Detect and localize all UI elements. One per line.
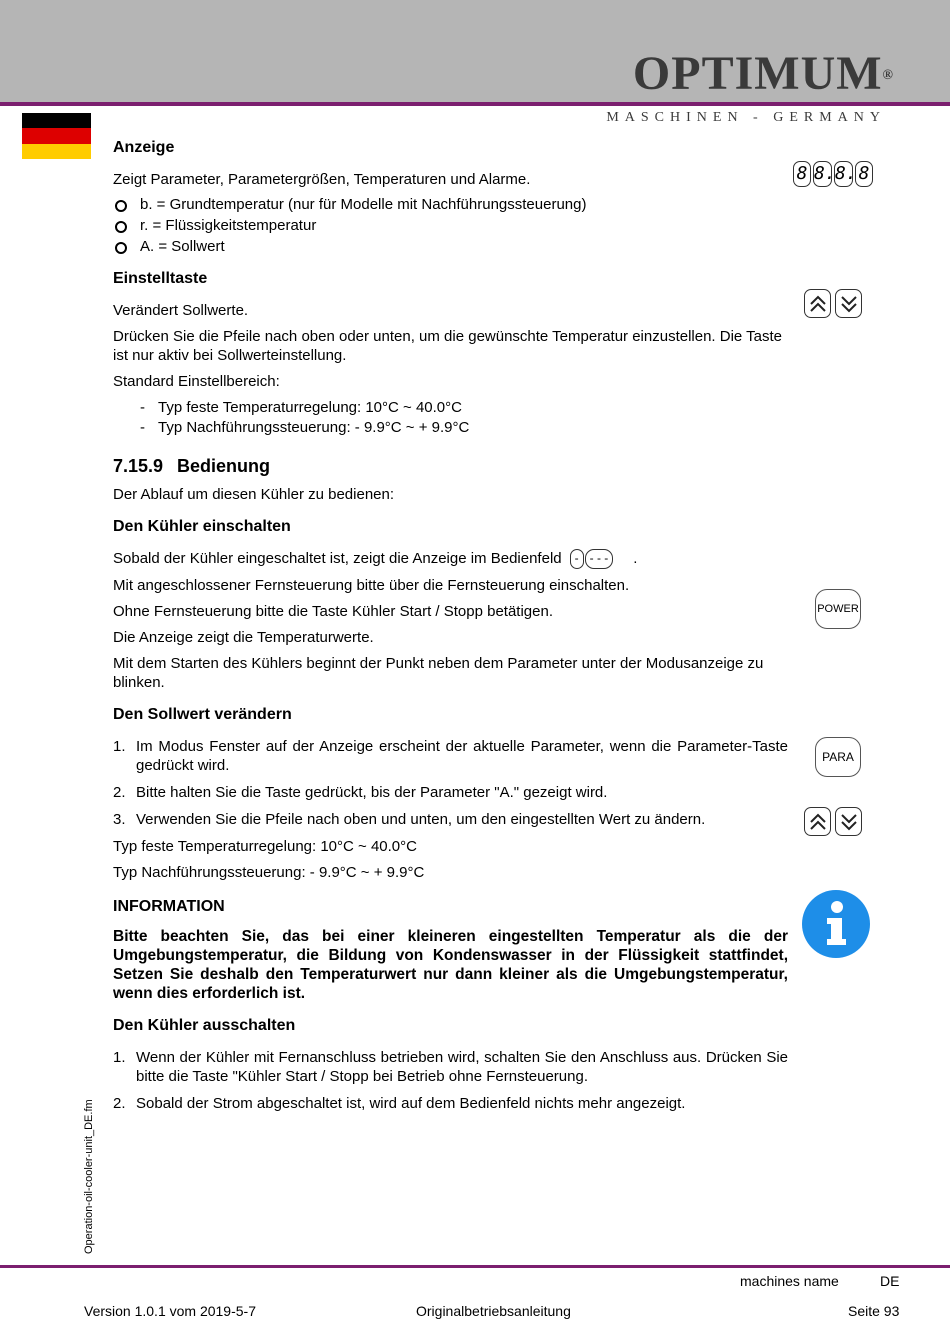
- list-item: 2. Sobald der Strom abgeschaltet ist, wird auf dem Bedienfeld nichts mehr angezeigt.: [113, 1095, 686, 1113]
- information-icon: [802, 890, 870, 958]
- anzeige-list: [113, 195, 788, 256]
- power-button-icon: POWER: [815, 589, 861, 629]
- ausschalten-list: [113, 1048, 788, 1113]
- information-text: Bitte beachten Sie, das bei einer kleineren eingestellten Temperatur als die der Umgebungstemperatur, die Bildung von Kondenswasser in der Flüssigkeit stattfindet, Setzen Sie deshalb den Temperaturwert nur dann kleiner als die Umgebungstemperatur, wenn dies erforderlich ist.: [113, 928, 788, 1003]
- up-down-arrow-keys-icon: [804, 807, 862, 836]
- sollwert-list: [113, 737, 788, 829]
- main-content: [113, 138, 788, 1113]
- sollwert-p2: Typ Nachführungssteuerung: - 9.9°C ~ + 9.9°C: [113, 864, 425, 882]
- einschalten-p5: Mit dem Starten des Kühlers beginnt der Punkt neben dem Parameter unter der Modusanzeige zu blinken.: [113, 655, 764, 692]
- para-button-icon: PARA: [815, 737, 861, 777]
- list-item: r. = Flüssigkeitstemperatur: [113, 216, 788, 235]
- footer-divider: [0, 1265, 950, 1268]
- sollwert-p1: Typ feste Temperaturregelung: 10°C ~ 40.0°C: [113, 838, 417, 856]
- section-title-einstelltaste: Einstelltaste: [113, 270, 208, 287]
- anzeige-intro: Zeigt Parameter, Parametergrößen, Temperaturen und Alarme.: [113, 171, 531, 188]
- list-item: 1. Wenn der Kühler mit Fernanschluss betrieben wird, schalten Sie den Anschluss aus. Drücken Sie bitte die Taste "Kühler Start / Stopp bei Betrieb ohne Fernsteuerung.: [113, 1049, 788, 1086]
- inline-display-icon: - - - -: [570, 549, 614, 569]
- einstelltaste-p2: Drücken Sie die Pfeile nach oben oder unten, um die gewünschte Temperatur einzustellen. Die Taste ist nur aktiv bei Sollwerteinstellung.: [113, 328, 783, 364]
- double-chevron-down-icon: [835, 289, 862, 318]
- double-chevron-down-icon: [835, 807, 862, 836]
- list-item: b. = Grundtemperatur (nur für Modelle mit Nachführungssteuerung): [113, 195, 788, 214]
- double-chevron-up-icon: [804, 807, 831, 836]
- einschalten-p1: Sobald der Kühler eingeschaltet ist, zeigt die Anzeige im Bedienfeld - - - - .: [113, 549, 788, 569]
- footer-language: DE: [880, 1273, 900, 1289]
- einstelltaste-list: [113, 398, 788, 437]
- section-title-einschalten: Den Kühler einschalten: [113, 518, 291, 535]
- bedienung-intro: Der Ablauf um diesen Kühler zu bedienen:: [113, 486, 395, 503]
- list-item: 1. Im Modus Fenster auf der Anzeige erscheint der aktuelle Parameter, wenn die Parameter-Taste gedrückt wird.: [113, 738, 788, 775]
- file-name-label: Operation-oil-cooler-unit_DE.fm: [83, 1099, 95, 1254]
- einstelltaste-p3: Standard Einstellbereich:: [113, 373, 280, 390]
- footer-machine-name: machines name: [740, 1273, 839, 1289]
- einschalten-p2: Mit angeschlossener Fernsteuerung bitte über die Fernsteuerung einschalten.: [113, 577, 630, 595]
- brand-tagline: MASCHINEN - GERMANY: [606, 110, 886, 125]
- information-title: INFORMATION: [113, 898, 225, 916]
- list-item: - Typ feste Temperaturregelung: 10°C ~ 40.0°C: [140, 398, 788, 417]
- einschalten-p4: Die Anzeige zeigt die Temperaturwerte.: [113, 629, 374, 647]
- section-title-sollwert: Den Sollwert verändern: [113, 706, 292, 724]
- footer-version: Version 1.0.1 vom 2019-5-7: [84, 1303, 256, 1319]
- seven-segment-display-icon: 8 8. 8. 8: [793, 161, 873, 189]
- einschalten-p3: Ohne Fernsteuerung bitte die Taste Kühler Start / Stopp betätigen.: [113, 603, 554, 621]
- german-flag-icon: [22, 113, 91, 159]
- footer-document-type: Originalbetriebsanleitung: [416, 1303, 571, 1319]
- einstelltaste-p1: Verändert Sollwerte.: [113, 302, 249, 319]
- brand-logo: OPTIMUM®: [632, 47, 894, 100]
- header-divider: [0, 102, 950, 106]
- double-chevron-up-icon: [804, 289, 831, 318]
- list-item: 2. Bitte halten Sie die Taste gedrückt, bis der Parameter "A." gezeigt wird.: [113, 784, 608, 802]
- list-item: 3. Verwenden Sie die Pfeile nach oben und unten, um den eingestellten Wert zu ändern.: [113, 811, 706, 829]
- list-item: - Typ Nachführungssteuerung: - 9.9°C ~ + 9.9°C: [140, 418, 788, 437]
- up-down-arrow-keys-icon: [804, 289, 862, 318]
- list-item: A. = Sollwert: [113, 237, 788, 256]
- footer-page-number: Seite 93: [848, 1303, 900, 1319]
- section-title-ausschalten: Den Kühler ausschalten: [113, 1017, 296, 1035]
- section-title-anzeige: Anzeige: [113, 139, 175, 156]
- section-heading-bedienung: 7.15.9 Bedienung: [113, 456, 270, 476]
